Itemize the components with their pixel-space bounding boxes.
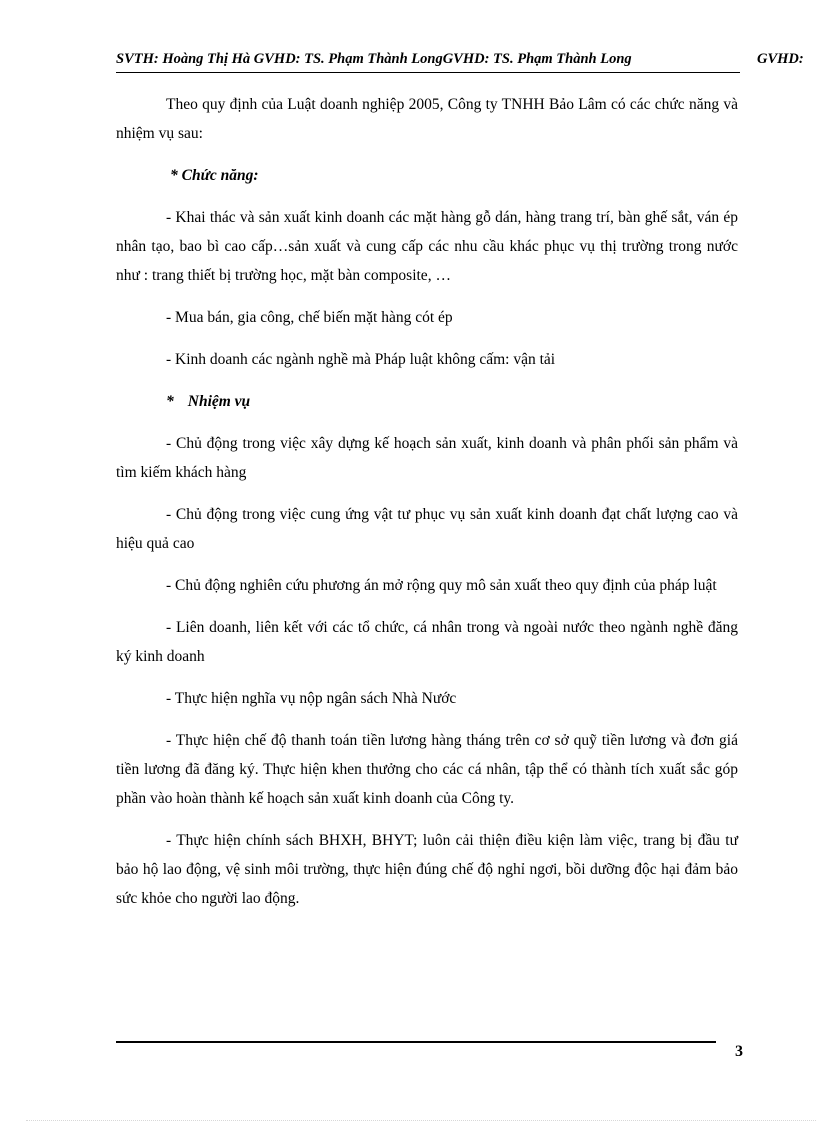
duty-item: - Chủ động trong việc cung ứng vật tư phục vụ sản xuất kinh doanh đạt chất lượng cao và hiệu quả cao [116, 506, 738, 552]
duty-item: - Chủ động nghiên cứu phương án mở rộng quy mô sản xuất theo quy định của pháp luật [166, 577, 717, 594]
intro-paragraph: Theo quy định của Luật doanh nghiệp 2005, Công ty TNHH Bảo Lâm có các chức năng và nhiệm vụ sau: [116, 96, 738, 142]
duty-item: - Chủ động trong việc xây dựng kế hoạch sản xuất, kinh doanh và phân phối sản phẩm và tìm kiếm khách hàng [116, 435, 738, 481]
document-body [116, 90, 738, 926]
header-rule [116, 72, 740, 73]
duty-item: - Thực hiện chế độ thanh toán tiền lương hàng tháng trên cơ sở quỹ tiền lương và đơn giá tiền lương đã đăng ký. Thực hiện khen thưởng cho các cá nhân, tập thể có thành tích xuất sắc góp phần vào hoàn thành kế hoạch sản xuất kinh doanh của Công ty. [116, 732, 738, 807]
header-right-text: GVHD: [757, 51, 804, 67]
functions-heading: * Chức năng: [170, 167, 259, 184]
page-header [116, 46, 816, 72]
header-left-text: SVTH: Hoàng Thị Hà GVHD: TS. Phạm Thành LongGVHD: TS. Phạm Thành Long [116, 51, 632, 67]
duties-heading [116, 387, 738, 416]
footer-rule [116, 1041, 716, 1043]
duty-item: - Liên doanh, liên kết với các tổ chức, cá nhân trong và ngoài nước theo ngành nghề đăng ký kinh doanh [116, 619, 738, 665]
function-item: - Mua bán, gia công, chế biến mặt hàng cót ép [166, 309, 453, 326]
duty-item: - Thực hiện nghĩa vụ nộp ngân sách Nhà Nước [166, 690, 457, 707]
duties-heading-text: Nhiệm vụ [187, 393, 251, 410]
page-number: 3 [735, 1043, 743, 1060]
function-item: - Khai thác và sản xuất kinh doanh các mặt hàng gỗ dán, hàng trang trí, bàn ghế sắt, ván ép nhân tạo, bao bì cao cấp…sản xuất và cung cấp các nhu cầu khác phục vụ thị trường trong nước như : trang thiết bị trường học, mặt bàn composite, … [116, 209, 738, 284]
page-bottom-edge [26, 1120, 816, 1121]
function-item: - Kinh doanh các ngành nghề mà Pháp luật không cấm: vận tải [166, 351, 556, 368]
duties-heading-star: * [166, 393, 174, 410]
duty-item: - Thực hiện chính sách BHXH, BHYT; luôn cải thiện điều kiện làm việc, trang bị đầu tư bảo hộ lao động, vệ sinh môi trường, thực hiện đúng chế độ nghỉ ngơi, bồi dưỡng độc hại đảm bảo sức khỏe cho người lao động. [116, 832, 738, 907]
